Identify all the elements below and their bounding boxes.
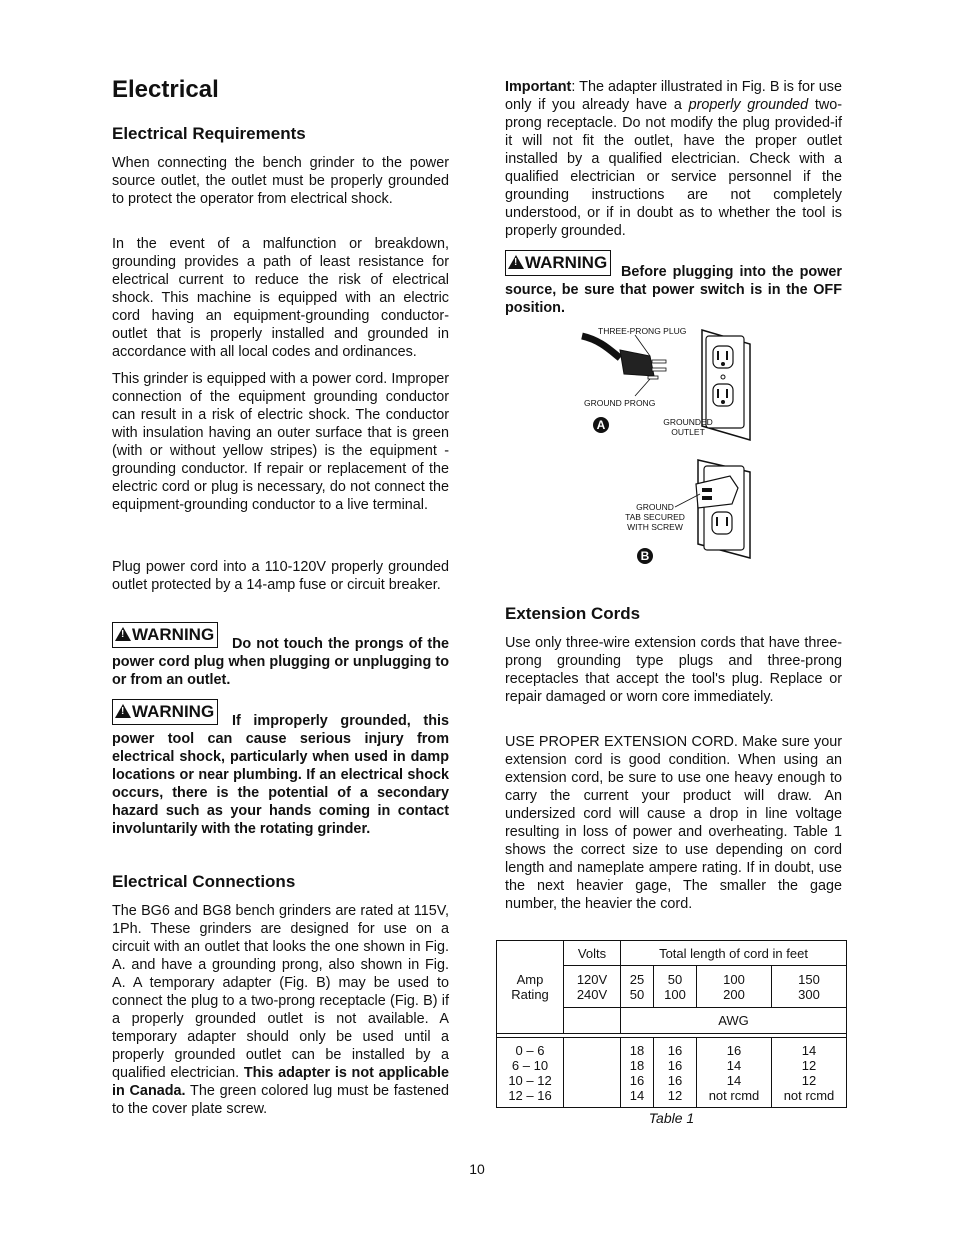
extension-paragraph-2: USE PROPER EXTENSION CORD. Make sure your extension cord is good condition. When using an extension cord, be sure to use one heavy enough to carry the current your product will draw. An undersized cord will cause a drop in line voltage resulting in loss of power and overheating. Table 1 shows the correct size to use depending on cord length and nameplate ampere rating. If in doubt, use the next heavier gage, The smaller the gage number, the heavier the cord. [505,734,842,912]
warning-badge-1: !WARNING [112,622,218,648]
requirements-paragraph-4: Plug power cord into a 110-120V properly grounded outlet protected by a 14-amp fuse or circuit breaker. [112,559,449,593]
empty-cell [564,1038,621,1108]
requirements-paragraph-2: In the event of a malfunction or breakdown, grounding provides a path of least resistance for electrical current to reduce the risk of electrical shock. This machine is equipped with an electric cord having an equipment-grounding conductor-outlet that is properly installed and grounded in accordance with all local codes and ordinances. [112,236,449,360]
ground-prong-label: GROUND PRONG [584,398,656,408]
requirements-paragraph-3: This grinder is equipped with a power cord. Improper connection of the equipment grounding conductor can result in a risk of electric shock. The conductor with insulation having an outer surface that is green (with or without yellow stripes) is the equipment -grounding conductor. If repair or replacement of the electric cord or plug is necessary, do not connect the equipment-grounding conductor to a live terminal. [112,371,449,513]
extension-cords-heading: Extension Cords [505,604,641,623]
three-prong-plug-label: THREE-PRONG PLUG [598,326,687,336]
warning-badge-2: !WARNING [112,699,218,725]
ground-tab-label: GROUND TAB SECURED WITH SCREW [625,502,685,532]
awg-header: AWG [621,1008,847,1034]
length-cell: 150 300 [772,966,847,1008]
three-prong-plug [582,335,666,396]
connections-paragraph: The BG6 and BG8 bench grinders are rated at 115V, 1Ph. These grinders are designed for use on a circuit with an outlet that looks the one shown in Fig. A. and have a grounding prong, also shown in Fig. A. A temporary adapter (Fig. B) may be used to connect the plug to a two-prong receptacle (Fig. B) if a properly grounded outlet is not available. A temporary adapter should only be used until a properly grounded outlet can be installed by a qualified electrician. This adapter is not applicable in Canada. The green colored lug must be fastened to the cover plate screw. [112,903,450,1117]
awg-cell: 16 16 16 12 [654,1038,697,1108]
volts-header: Volts [564,941,621,966]
electrical-connections-heading: Electrical Connections [112,872,296,891]
page-number: 10 [469,1161,485,1177]
warning-text-2: If improperly grounded, this power tool can cause serious injury from electrical shock, particularly when used in damp locations or near plumbing. If an electrical shock occurs, there is the potential of a secondary hazard such as your hands coming in contact involuntarily with the rotating grinder. [112,713,449,837]
awg-cell: 14 12 12 not rcmd [772,1038,847,1108]
length-cell: 50 100 [654,966,697,1008]
awg-cell: 16 14 14 not rcmd [697,1038,772,1108]
figure-b-marker: B [637,548,653,564]
warning-text-3: Before plugging into the power source, be sure that power switch is in the OFF position. [505,264,842,316]
warning-badge-3: !WARNING [505,250,611,276]
figure-a-marker: A [593,417,609,433]
electrical-requirements-heading: Electrical Requirements [112,124,306,143]
extension-paragraph-1: Use only three-wire extension cords that have three-prong grounding type plugs and three-prong receptacles that accept the tool's plug. Replace or repair damaged or worn core immediately. [505,635,842,705]
amp-rating-header: Amp Rating [497,941,564,1034]
grounded-outlet-label: GROUNDED OUTLET [663,417,713,437]
total-length-header: Total length of cord in feet [621,941,847,966]
voltage-cell: 120V 240V [564,966,621,1008]
awg-cell: 18 18 16 14 [621,1038,654,1108]
extension-cord-table [496,940,847,1108]
empty-cell [564,1008,621,1034]
amp-range-cell: 0 – 6 6 – 10 10 – 12 12 – 16 [497,1038,564,1108]
page-title: Electrical [112,76,219,103]
length-cell: 25 50 [621,966,654,1008]
warning-text-1: Do not touch the prongs of the power cord plug when plugging or unplugging to or from an outlet. [112,636,449,688]
table-caption: Table 1 [648,1110,695,1126]
requirements-paragraph-1: When connecting the bench grinder to the power source outlet, the outlet must be properly grounded to protect the operator from electrical shock. [112,155,449,207]
length-cell: 100 200 [697,966,772,1008]
important-paragraph: Important: The adapter illustrated in Fig. B is for use only if you already have a properly grounded two-prong receptacle. Do not modify the plug provided-if it will not fit the outlet, have the proper outlet installed by a qualified electrician. Check with a qualified electrician or service personnel if the grounding instructions are not completely understood, or if in doubt as to whether the tool is properly grounded. [505,79,843,239]
